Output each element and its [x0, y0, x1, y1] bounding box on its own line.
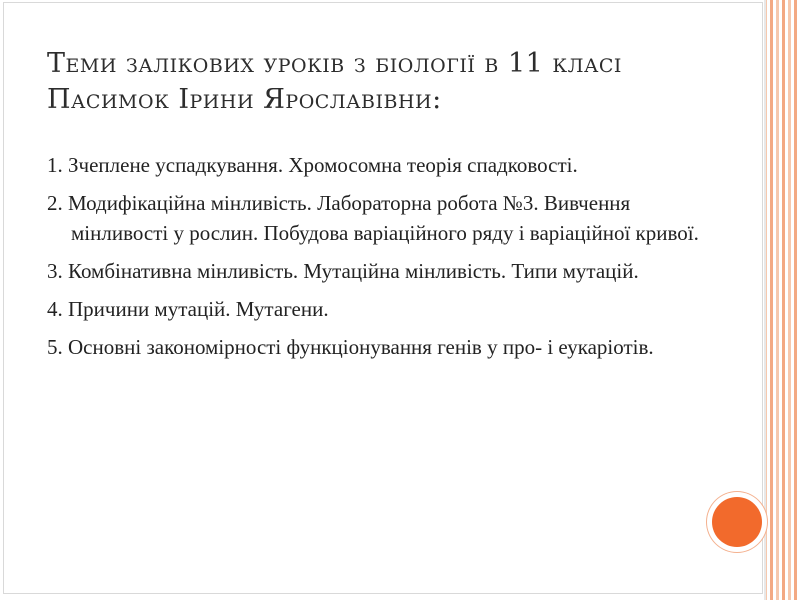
topic-item-4: 4. Причини мутацій. Мутагени.	[47, 297, 329, 321]
topic-list	[47, 150, 707, 370]
slide-title	[47, 46, 727, 118]
decorative-accent-circle	[712, 497, 762, 547]
topic-item-2: 2. Модифікаційна мінливість. Лабораторна робота №3. Вивчення мінливості у рослин. Побудова варіаційного ряду і варіаційної кривої.	[47, 191, 699, 245]
title-line-1: Теми залікових уроків з біології в 11 класі	[47, 48, 622, 79]
title-line-2: Пасимок Ірини Ярославівни:	[47, 84, 442, 115]
topic-item-1: 1. Зчеплене успадкування. Хромосомна теорія спадковості.	[47, 153, 578, 177]
decorative-side-stripe	[764, 0, 800, 600]
topic-item-3: 3. Комбінативна мінливість. Мутаційна мінливість. Типи мутацій.	[47, 259, 639, 283]
topic-item-5: 5. Основні закономірності функціонування генів у про- і еукаріотів.	[47, 335, 654, 359]
